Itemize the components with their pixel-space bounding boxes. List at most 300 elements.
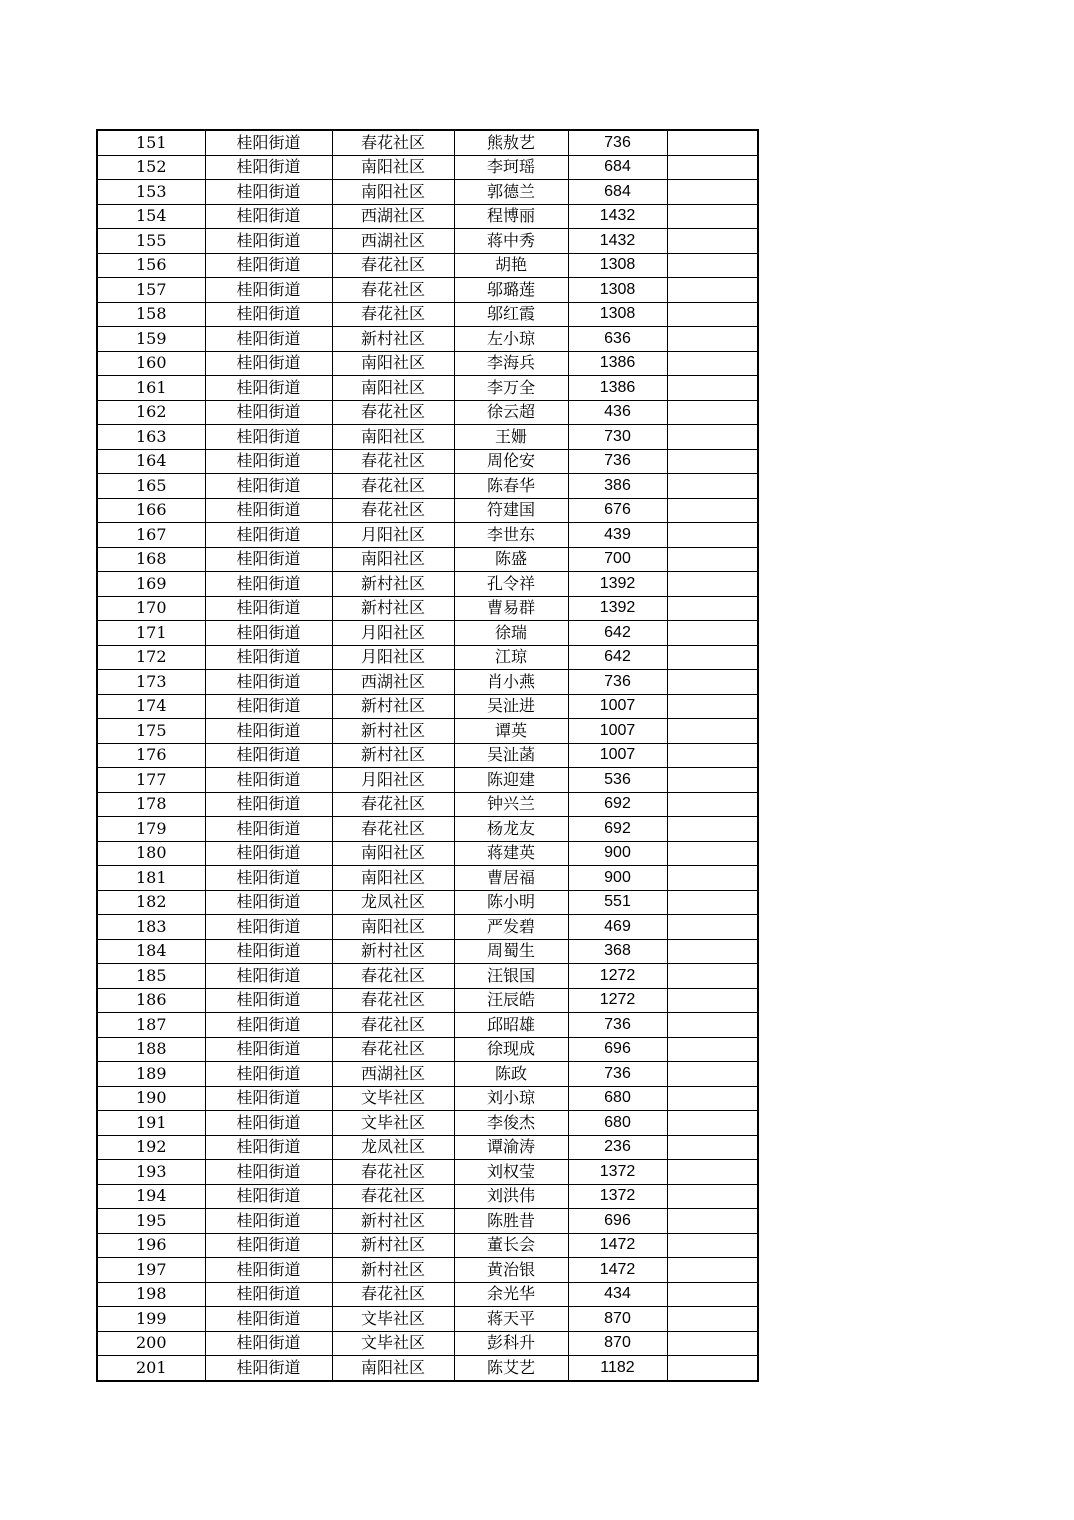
subdistrict-cell: 桂阳街道 xyxy=(205,670,332,695)
table-row xyxy=(97,1062,758,1087)
remark-cell xyxy=(667,449,758,474)
table-row xyxy=(97,253,758,278)
name-cell: 蒋中秀 xyxy=(454,229,568,254)
name-cell: 陈胜昔 xyxy=(454,1209,568,1234)
community-cell: 南阳社区 xyxy=(332,1356,454,1381)
row-number-cell: 198 xyxy=(97,1282,205,1307)
table-row xyxy=(97,498,758,523)
amount-cell: 900 xyxy=(568,841,667,866)
subdistrict-cell: 桂阳街道 xyxy=(205,866,332,891)
community-cell: 月阳社区 xyxy=(332,621,454,646)
table-row xyxy=(97,866,758,891)
name-cell: 汪辰皓 xyxy=(454,988,568,1013)
community-cell: 春花社区 xyxy=(332,792,454,817)
name-cell: 邬璐莲 xyxy=(454,278,568,303)
community-cell: 新村社区 xyxy=(332,743,454,768)
table-row xyxy=(97,670,758,695)
subdistrict-cell: 桂阳街道 xyxy=(205,1307,332,1332)
community-cell: 春花社区 xyxy=(332,498,454,523)
remark-cell xyxy=(667,988,758,1013)
amount-cell: 1392 xyxy=(568,596,667,621)
community-cell: 西湖社区 xyxy=(332,1062,454,1087)
name-cell: 曹居福 xyxy=(454,866,568,891)
table-row xyxy=(97,1184,758,1209)
community-cell: 南阳社区 xyxy=(332,155,454,180)
amount-cell: 736 xyxy=(568,130,667,155)
table-row xyxy=(97,694,758,719)
remark-cell xyxy=(667,890,758,915)
row-number-cell: 172 xyxy=(97,645,205,670)
name-cell: 孔令祥 xyxy=(454,572,568,597)
remark-cell xyxy=(667,523,758,548)
remark-cell xyxy=(667,1258,758,1283)
row-number-cell: 162 xyxy=(97,400,205,425)
amount-cell: 551 xyxy=(568,890,667,915)
subdistrict-cell: 桂阳街道 xyxy=(205,1184,332,1209)
row-number-cell: 158 xyxy=(97,302,205,327)
remark-cell xyxy=(667,866,758,891)
subdistrict-cell: 桂阳街道 xyxy=(205,768,332,793)
table-row xyxy=(97,449,758,474)
row-number-cell: 175 xyxy=(97,719,205,744)
amount-cell: 870 xyxy=(568,1331,667,1356)
amount-cell: 900 xyxy=(568,866,667,891)
table-row xyxy=(97,1135,758,1160)
table-row xyxy=(97,1307,758,1332)
remark-cell xyxy=(667,155,758,180)
name-cell: 邱昭雄 xyxy=(454,1013,568,1038)
community-cell: 春花社区 xyxy=(332,400,454,425)
amount-cell: 439 xyxy=(568,523,667,548)
amount-cell: 736 xyxy=(568,1062,667,1087)
row-number-cell: 183 xyxy=(97,915,205,940)
remark-cell xyxy=(667,915,758,940)
row-number-cell: 191 xyxy=(97,1111,205,1136)
row-number-cell: 201 xyxy=(97,1356,205,1381)
subdistrict-cell: 桂阳街道 xyxy=(205,1037,332,1062)
name-cell: 郭德兰 xyxy=(454,180,568,205)
table-row xyxy=(97,964,758,989)
community-cell: 春花社区 xyxy=(332,278,454,303)
remark-cell xyxy=(667,474,758,499)
name-cell: 陈盛 xyxy=(454,547,568,572)
subdistrict-cell: 桂阳街道 xyxy=(205,400,332,425)
amount-cell: 680 xyxy=(568,1086,667,1111)
table-row xyxy=(97,400,758,425)
community-cell: 龙凤社区 xyxy=(332,1135,454,1160)
table-row xyxy=(97,1331,758,1356)
remark-cell xyxy=(667,498,758,523)
table-row xyxy=(97,1209,758,1234)
remark-cell xyxy=(667,1160,758,1185)
row-number-cell: 196 xyxy=(97,1233,205,1258)
amount-cell: 1432 xyxy=(568,204,667,229)
community-cell: 龙凤社区 xyxy=(332,890,454,915)
row-number-cell: 199 xyxy=(97,1307,205,1332)
name-cell: 胡艳 xyxy=(454,253,568,278)
table-row xyxy=(97,817,758,842)
amount-cell: 1472 xyxy=(568,1258,667,1283)
name-cell: 吴沚进 xyxy=(454,694,568,719)
remark-cell xyxy=(667,1062,758,1087)
row-number-cell: 160 xyxy=(97,351,205,376)
community-cell: 西湖社区 xyxy=(332,229,454,254)
remark-cell xyxy=(667,719,758,744)
subdistrict-cell: 桂阳街道 xyxy=(205,1111,332,1136)
table-row xyxy=(97,1111,758,1136)
row-number-cell: 169 xyxy=(97,572,205,597)
remark-cell xyxy=(667,130,758,155)
community-cell: 南阳社区 xyxy=(332,866,454,891)
subdistrict-cell: 桂阳街道 xyxy=(205,890,332,915)
community-cell: 春花社区 xyxy=(332,449,454,474)
community-cell: 文毕社区 xyxy=(332,1111,454,1136)
table-row xyxy=(97,278,758,303)
row-number-cell: 171 xyxy=(97,621,205,646)
subdistrict-cell: 桂阳街道 xyxy=(205,621,332,646)
remark-cell xyxy=(667,253,758,278)
remark-cell xyxy=(667,1233,758,1258)
subdistrict-cell: 桂阳街道 xyxy=(205,988,332,1013)
remark-cell xyxy=(667,1037,758,1062)
table-body xyxy=(97,130,758,1381)
subdistrict-cell: 桂阳街道 xyxy=(205,498,332,523)
remark-cell xyxy=(667,1135,758,1160)
community-cell: 月阳社区 xyxy=(332,523,454,548)
remark-cell xyxy=(667,621,758,646)
row-number-cell: 189 xyxy=(97,1062,205,1087)
amount-cell: 1272 xyxy=(568,964,667,989)
amount-cell: 1372 xyxy=(568,1160,667,1185)
name-cell: 熊敖艺 xyxy=(454,130,568,155)
subdistrict-cell: 桂阳街道 xyxy=(205,278,332,303)
remark-cell xyxy=(667,425,758,450)
subdistrict-cell: 桂阳街道 xyxy=(205,645,332,670)
subdistrict-cell: 桂阳街道 xyxy=(205,547,332,572)
row-number-cell: 200 xyxy=(97,1331,205,1356)
name-cell: 周伦安 xyxy=(454,449,568,474)
subdistrict-cell: 桂阳街道 xyxy=(205,915,332,940)
community-cell: 南阳社区 xyxy=(332,425,454,450)
subdistrict-cell: 桂阳街道 xyxy=(205,474,332,499)
name-cell: 徐瑞 xyxy=(454,621,568,646)
subdistrict-cell: 桂阳街道 xyxy=(205,302,332,327)
data-table xyxy=(96,129,759,1382)
subdistrict-cell: 桂阳街道 xyxy=(205,743,332,768)
table-row xyxy=(97,890,758,915)
row-number-cell: 177 xyxy=(97,768,205,793)
subdistrict-cell: 桂阳街道 xyxy=(205,719,332,744)
remark-cell xyxy=(667,1282,758,1307)
name-cell: 程博丽 xyxy=(454,204,568,229)
subdistrict-cell: 桂阳街道 xyxy=(205,1062,332,1087)
table-row xyxy=(97,1013,758,1038)
table-row xyxy=(97,376,758,401)
table-row xyxy=(97,523,758,548)
amount-cell: 684 xyxy=(568,180,667,205)
name-cell: 符建国 xyxy=(454,498,568,523)
remark-cell xyxy=(667,327,758,352)
subdistrict-cell: 桂阳街道 xyxy=(205,1013,332,1038)
subdistrict-cell: 桂阳街道 xyxy=(205,1356,332,1381)
remark-cell xyxy=(667,204,758,229)
table-row xyxy=(97,1037,758,1062)
community-cell: 春花社区 xyxy=(332,253,454,278)
table-row xyxy=(97,621,758,646)
subdistrict-cell: 桂阳街道 xyxy=(205,596,332,621)
community-cell: 春花社区 xyxy=(332,817,454,842)
subdistrict-cell: 桂阳街道 xyxy=(205,1086,332,1111)
amount-cell: 1007 xyxy=(568,743,667,768)
table-row xyxy=(97,792,758,817)
subdistrict-cell: 桂阳街道 xyxy=(205,1233,332,1258)
row-number-cell: 168 xyxy=(97,547,205,572)
table-row xyxy=(97,547,758,572)
remark-cell xyxy=(667,302,758,327)
table-row xyxy=(97,229,758,254)
remark-cell xyxy=(667,841,758,866)
community-cell: 新村社区 xyxy=(332,1209,454,1234)
row-number-cell: 157 xyxy=(97,278,205,303)
remark-cell xyxy=(667,572,758,597)
remark-cell xyxy=(667,1013,758,1038)
remark-cell xyxy=(667,1307,758,1332)
amount-cell: 696 xyxy=(568,1037,667,1062)
community-cell: 新村社区 xyxy=(332,596,454,621)
amount-cell: 870 xyxy=(568,1307,667,1332)
community-cell: 春花社区 xyxy=(332,1013,454,1038)
row-number-cell: 174 xyxy=(97,694,205,719)
table-row xyxy=(97,351,758,376)
amount-cell: 436 xyxy=(568,400,667,425)
table-row xyxy=(97,474,758,499)
table-row xyxy=(97,1258,758,1283)
name-cell: 陈艾艺 xyxy=(454,1356,568,1381)
subdistrict-cell: 桂阳街道 xyxy=(205,180,332,205)
community-cell: 春花社区 xyxy=(332,474,454,499)
table-row xyxy=(97,1160,758,1185)
name-cell: 李俊杰 xyxy=(454,1111,568,1136)
remark-cell xyxy=(667,1331,758,1356)
amount-cell: 1308 xyxy=(568,302,667,327)
community-cell: 月阳社区 xyxy=(332,768,454,793)
subdistrict-cell: 桂阳街道 xyxy=(205,939,332,964)
subdistrict-cell: 桂阳街道 xyxy=(205,1258,332,1283)
row-number-cell: 170 xyxy=(97,596,205,621)
subdistrict-cell: 桂阳街道 xyxy=(205,523,332,548)
community-cell: 南阳社区 xyxy=(332,376,454,401)
subdistrict-cell: 桂阳街道 xyxy=(205,792,332,817)
name-cell: 黄治银 xyxy=(454,1258,568,1283)
amount-cell: 368 xyxy=(568,939,667,964)
amount-cell: 1372 xyxy=(568,1184,667,1209)
name-cell: 陈政 xyxy=(454,1062,568,1087)
remark-cell xyxy=(667,376,758,401)
row-number-cell: 195 xyxy=(97,1209,205,1234)
row-number-cell: 152 xyxy=(97,155,205,180)
name-cell: 杨龙友 xyxy=(454,817,568,842)
row-number-cell: 180 xyxy=(97,841,205,866)
table-row xyxy=(97,988,758,1013)
amount-cell: 1386 xyxy=(568,351,667,376)
subdistrict-cell: 桂阳街道 xyxy=(205,841,332,866)
remark-cell xyxy=(667,229,758,254)
amount-cell: 1392 xyxy=(568,572,667,597)
subdistrict-cell: 桂阳街道 xyxy=(205,130,332,155)
name-cell: 肖小燕 xyxy=(454,670,568,695)
name-cell: 王姗 xyxy=(454,425,568,450)
table-row xyxy=(97,915,758,940)
amount-cell: 236 xyxy=(568,1135,667,1160)
table-row xyxy=(97,180,758,205)
table-row xyxy=(97,327,758,352)
name-cell: 蒋建英 xyxy=(454,841,568,866)
row-number-cell: 181 xyxy=(97,866,205,891)
community-cell: 新村社区 xyxy=(332,1233,454,1258)
table-row xyxy=(97,596,758,621)
name-cell: 江琼 xyxy=(454,645,568,670)
row-number-cell: 165 xyxy=(97,474,205,499)
row-number-cell: 156 xyxy=(97,253,205,278)
community-cell: 春花社区 xyxy=(332,302,454,327)
row-number-cell: 154 xyxy=(97,204,205,229)
name-cell: 李海兵 xyxy=(454,351,568,376)
remark-cell xyxy=(667,1209,758,1234)
name-cell: 曹易群 xyxy=(454,596,568,621)
community-cell: 南阳社区 xyxy=(332,180,454,205)
table-row xyxy=(97,768,758,793)
remark-cell xyxy=(667,400,758,425)
remark-cell xyxy=(667,694,758,719)
row-number-cell: 179 xyxy=(97,817,205,842)
remark-cell xyxy=(667,547,758,572)
name-cell: 左小琼 xyxy=(454,327,568,352)
amount-cell: 536 xyxy=(568,768,667,793)
amount-cell: 692 xyxy=(568,817,667,842)
amount-cell: 642 xyxy=(568,645,667,670)
amount-cell: 730 xyxy=(568,425,667,450)
subdistrict-cell: 桂阳街道 xyxy=(205,1209,332,1234)
community-cell: 春花社区 xyxy=(332,1282,454,1307)
community-cell: 新村社区 xyxy=(332,694,454,719)
community-cell: 春花社区 xyxy=(332,1160,454,1185)
community-cell: 新村社区 xyxy=(332,1258,454,1283)
table-row xyxy=(97,743,758,768)
remark-cell xyxy=(667,1111,758,1136)
amount-cell: 642 xyxy=(568,621,667,646)
subdistrict-cell: 桂阳街道 xyxy=(205,204,332,229)
remark-cell xyxy=(667,964,758,989)
table-row xyxy=(97,1233,758,1258)
subdistrict-cell: 桂阳街道 xyxy=(205,1282,332,1307)
name-cell: 汪银国 xyxy=(454,964,568,989)
table-row xyxy=(97,1086,758,1111)
remark-cell xyxy=(667,743,758,768)
row-number-cell: 164 xyxy=(97,449,205,474)
subdistrict-cell: 桂阳街道 xyxy=(205,449,332,474)
name-cell: 刘权莹 xyxy=(454,1160,568,1185)
row-number-cell: 187 xyxy=(97,1013,205,1038)
subdistrict-cell: 桂阳街道 xyxy=(205,376,332,401)
amount-cell: 1007 xyxy=(568,719,667,744)
remark-cell xyxy=(667,1356,758,1381)
table-row xyxy=(97,841,758,866)
remark-cell xyxy=(667,670,758,695)
subdistrict-cell: 桂阳街道 xyxy=(205,155,332,180)
community-cell: 西湖社区 xyxy=(332,670,454,695)
subdistrict-cell: 桂阳街道 xyxy=(205,253,332,278)
name-cell: 谭英 xyxy=(454,719,568,744)
name-cell: 谭渝涛 xyxy=(454,1135,568,1160)
amount-cell: 736 xyxy=(568,449,667,474)
amount-cell: 736 xyxy=(568,670,667,695)
subdistrict-cell: 桂阳街道 xyxy=(205,425,332,450)
row-number-cell: 178 xyxy=(97,792,205,817)
community-cell: 月阳社区 xyxy=(332,645,454,670)
name-cell: 刘洪伟 xyxy=(454,1184,568,1209)
amount-cell: 1272 xyxy=(568,988,667,1013)
amount-cell: 636 xyxy=(568,327,667,352)
name-cell: 余光华 xyxy=(454,1282,568,1307)
table-row xyxy=(97,572,758,597)
row-number-cell: 193 xyxy=(97,1160,205,1185)
name-cell: 陈春华 xyxy=(454,474,568,499)
table-row xyxy=(97,719,758,744)
row-number-cell: 159 xyxy=(97,327,205,352)
amount-cell: 692 xyxy=(568,792,667,817)
row-number-cell: 185 xyxy=(97,964,205,989)
amount-cell: 684 xyxy=(568,155,667,180)
community-cell: 南阳社区 xyxy=(332,351,454,376)
name-cell: 李世东 xyxy=(454,523,568,548)
row-number-cell: 190 xyxy=(97,1086,205,1111)
table-row xyxy=(97,425,758,450)
community-cell: 文毕社区 xyxy=(332,1307,454,1332)
amount-cell: 680 xyxy=(568,1111,667,1136)
community-cell: 新村社区 xyxy=(332,719,454,744)
remark-cell xyxy=(667,278,758,303)
remark-cell xyxy=(667,768,758,793)
name-cell: 彭科升 xyxy=(454,1331,568,1356)
subdistrict-cell: 桂阳街道 xyxy=(205,694,332,719)
name-cell: 严发碧 xyxy=(454,915,568,940)
name-cell: 徐现成 xyxy=(454,1037,568,1062)
row-number-cell: 173 xyxy=(97,670,205,695)
row-number-cell: 155 xyxy=(97,229,205,254)
row-number-cell: 194 xyxy=(97,1184,205,1209)
row-number-cell: 197 xyxy=(97,1258,205,1283)
name-cell: 李珂瑶 xyxy=(454,155,568,180)
subdistrict-cell: 桂阳街道 xyxy=(205,964,332,989)
row-number-cell: 176 xyxy=(97,743,205,768)
row-number-cell: 166 xyxy=(97,498,205,523)
table-row xyxy=(97,1282,758,1307)
row-number-cell: 161 xyxy=(97,376,205,401)
table-row xyxy=(97,1356,758,1381)
subdistrict-cell: 桂阳街道 xyxy=(205,351,332,376)
amount-cell: 1308 xyxy=(568,278,667,303)
amount-cell: 1007 xyxy=(568,694,667,719)
subdistrict-cell: 桂阳街道 xyxy=(205,572,332,597)
community-cell: 南阳社区 xyxy=(332,547,454,572)
amount-cell: 700 xyxy=(568,547,667,572)
remark-cell xyxy=(667,1086,758,1111)
name-cell: 吴沚菡 xyxy=(454,743,568,768)
remark-cell xyxy=(667,351,758,376)
name-cell: 钟兴兰 xyxy=(454,792,568,817)
community-cell: 春花社区 xyxy=(332,1037,454,1062)
community-cell: 南阳社区 xyxy=(332,841,454,866)
